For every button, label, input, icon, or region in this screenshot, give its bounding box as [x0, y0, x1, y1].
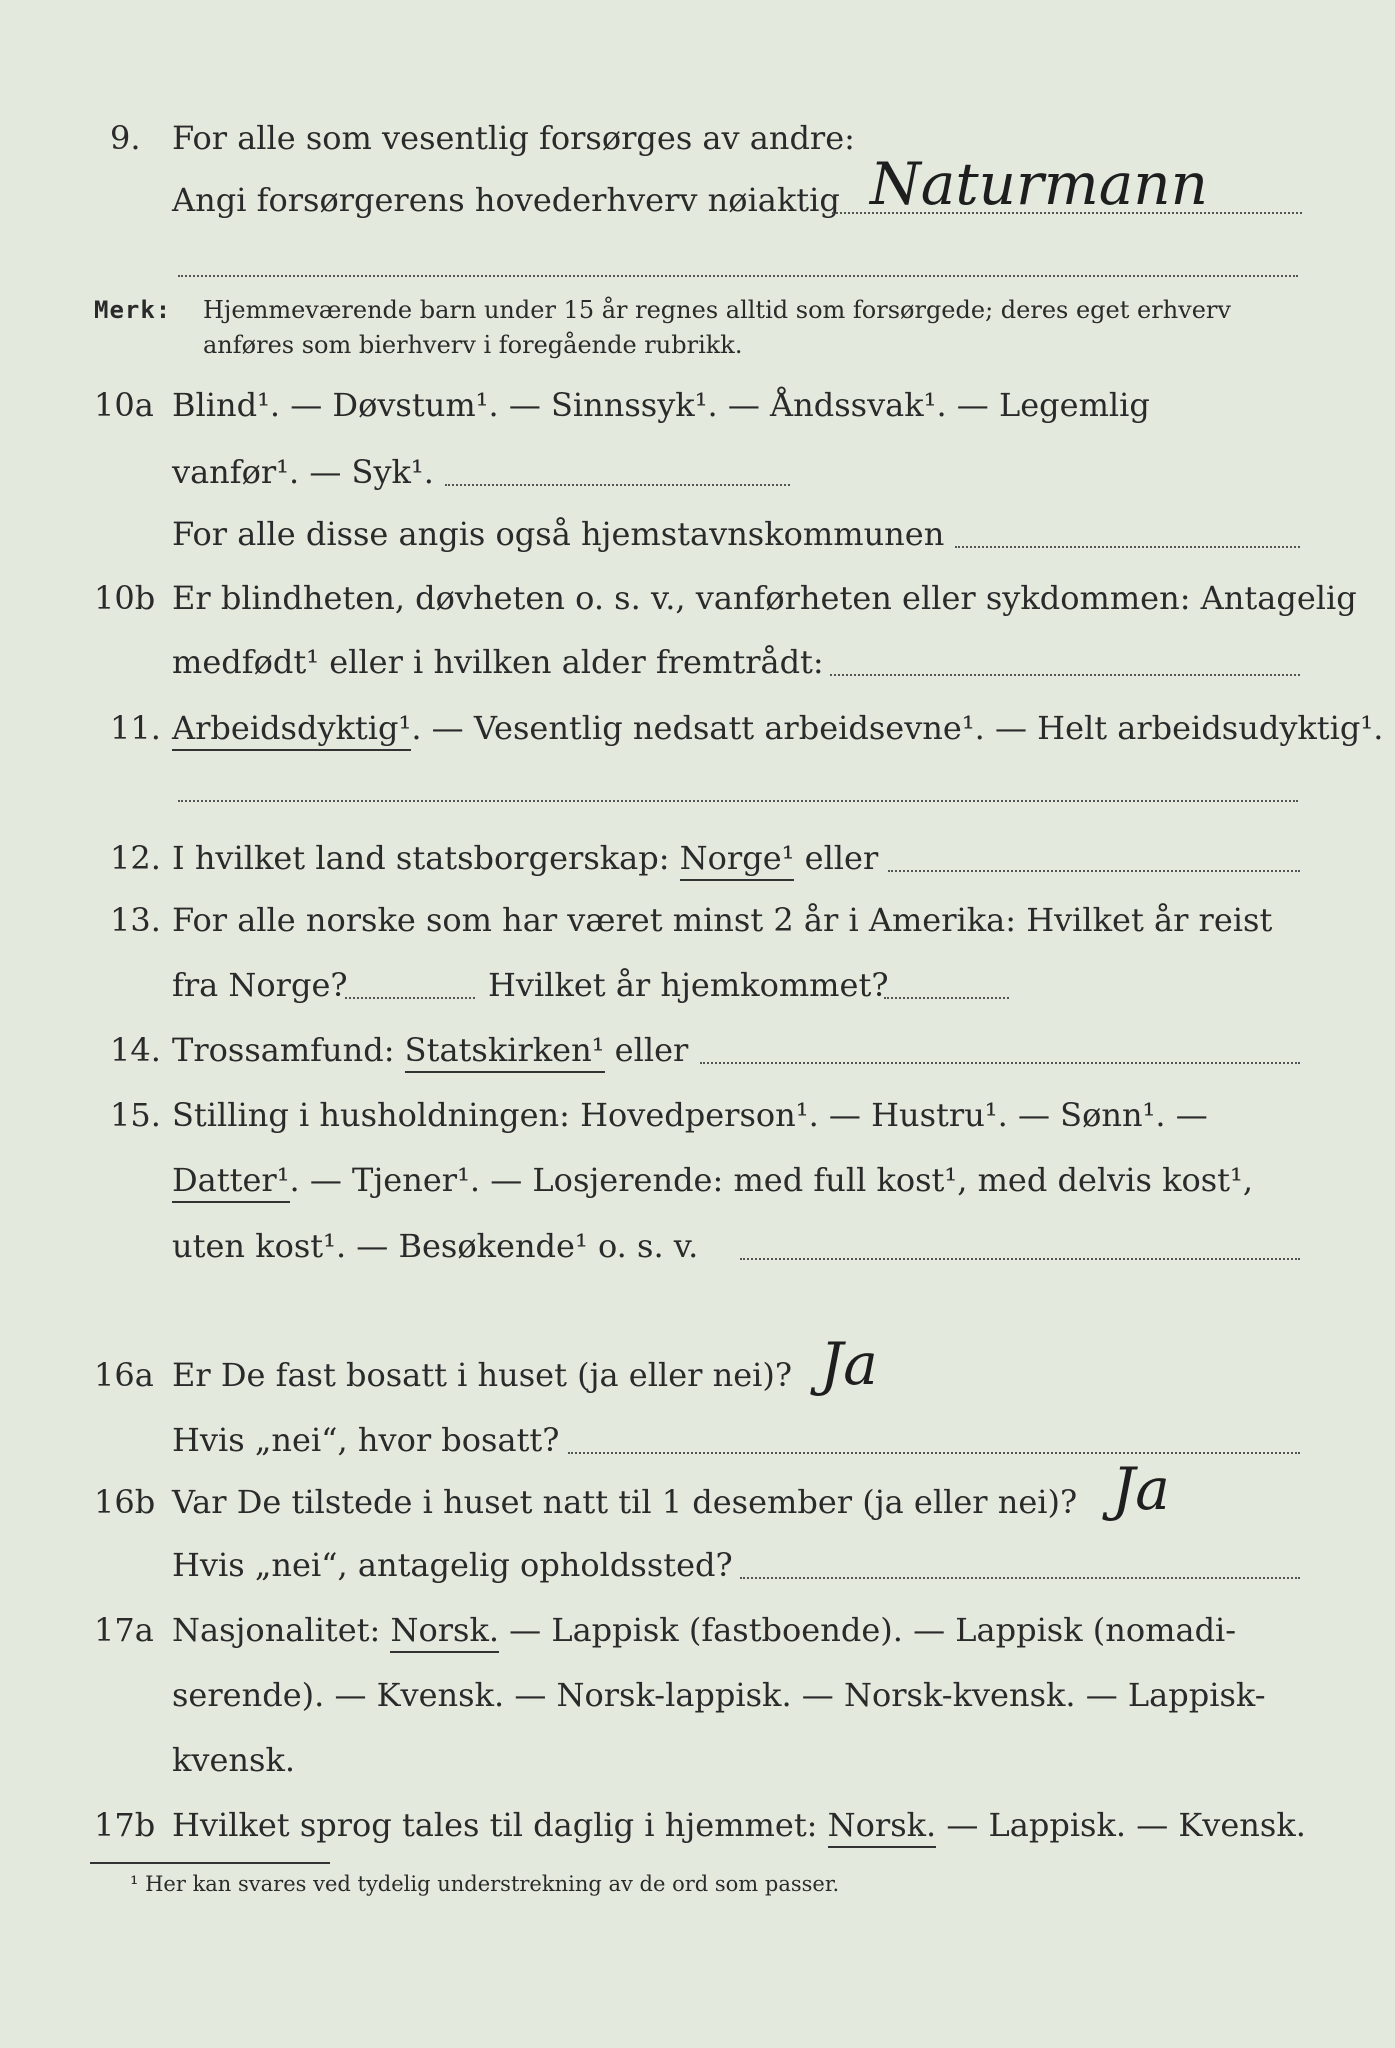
q15-answer-line — [740, 1258, 1300, 1260]
footnote-text: Her kan svares ved tydelig understrekning av de ord som passer. — [145, 1872, 840, 1896]
q15-question-2 — [172, 1160, 1253, 1200]
q12-post: eller — [804, 839, 879, 877]
q10a-number: 10a — [94, 386, 154, 424]
q15-underlined-answer: Datter¹ — [172, 1161, 290, 1203]
q16a-answer-line — [568, 1452, 1300, 1454]
q15-number: 15. — [110, 1096, 161, 1134]
q16b-question-2: Hvis „nei“, antagelig opholdssted? — [172, 1546, 733, 1584]
q14-post: eller — [614, 1031, 689, 1069]
q14-underlined-answer: Statskirken¹ — [405, 1031, 605, 1073]
q14-question — [172, 1030, 688, 1070]
q10b-answer-line — [830, 674, 1300, 676]
q13-question-2a: fra Norge? — [172, 966, 348, 1004]
q17b-question — [172, 1805, 1306, 1845]
q11-rest: . — Vesentlig nedsatt arbeidsevne¹. — Helt arbeidsudyktig¹. — [411, 709, 1384, 747]
q10b-question-2: medfødt¹ eller i hvilken alder fremtrådt: — [172, 643, 824, 681]
q12-pre: I hvilket land statsborgerskap: — [172, 839, 670, 877]
q17a-question — [172, 1610, 1236, 1650]
q15-question-3: uten kost¹. — Besøkende¹ o. s. v. — [172, 1227, 699, 1265]
q16b-question: Var De tilstede i huset natt til 1 desember (ja eller nei)? — [172, 1483, 1078, 1521]
q17b-number: 17b — [94, 1806, 156, 1844]
q16b-answer-line — [740, 1577, 1300, 1579]
q16a-question: Er De fast bosatt i huset (ja eller nei)? — [172, 1356, 793, 1394]
merk-label: Merk: — [94, 296, 172, 324]
q14-answer-line — [700, 1062, 1300, 1064]
q9-extra-line — [178, 275, 1298, 277]
q16b-handwritten-answer: Ja — [1112, 1455, 1170, 1523]
q17a-rest: — Lappisk (fastboende). — Lappisk (nomadi- — [509, 1611, 1237, 1649]
q17a-pre: Nasjonalitet: — [172, 1611, 381, 1649]
q11-question — [172, 708, 1383, 748]
q11-number: 11. — [110, 709, 161, 747]
q17b-pre: Hvilket sprog tales til daglig i hjemmet: — [172, 1806, 818, 1844]
q10a-question: Blind¹. — Døvstum¹. — Sinnssyk¹. — Åndssvak¹. — Legemlig — [172, 386, 1150, 424]
q17a-question-2: serende). — Kvensk. — Norsk-lappisk. — Norsk-kvensk. — Lappisk- — [172, 1676, 1266, 1714]
footnote — [130, 1872, 839, 1896]
q16a-question-2: Hvis „nei“, hvor bosatt? — [172, 1421, 560, 1459]
q17b-underlined-answer: Norsk. — [828, 1806, 937, 1848]
footnote-mark: ¹ — [130, 1872, 139, 1896]
q9-question: For alle som vesentlig forsørges av andre: — [172, 119, 855, 157]
q15-rest: . — Tjener¹. — Losjerende: med full kost¹, med delvis kost¹, — [289, 1161, 1254, 1199]
q13-question-2b: Hvilket år hjemkommet? — [488, 966, 889, 1004]
q16b-number: 16b — [94, 1483, 156, 1521]
q10a-kommune-line — [955, 546, 1300, 548]
q11-underlined-answer: Arbeidsdyktig¹ — [172, 709, 411, 751]
q10a-syk-line — [445, 484, 790, 486]
q14-number: 14. — [110, 1031, 161, 1069]
q11-extra-line — [178, 800, 1298, 802]
q10a-question-3: For alle disse angis også hjemstavnskommunen — [172, 515, 945, 553]
q17a-number: 17a — [94, 1611, 154, 1649]
q16a-number: 16a — [94, 1356, 154, 1394]
q17a-underlined-answer: Norsk. — [390, 1611, 499, 1653]
merk-text-1: Hjemmeværende barn under 15 år regnes alltid som forsørgede; deres eget erhverv — [203, 296, 1231, 324]
q16a-handwritten-answer: Ja — [820, 1330, 878, 1398]
merk-text-2: anføres som bierhverv i foregående rubrikk. — [203, 331, 743, 359]
q12-question — [172, 838, 878, 878]
q17a-question-3: kvensk. — [172, 1741, 295, 1779]
q9-handwritten-answer: Naturmann — [870, 150, 1209, 218]
q9-question-2: Angi forsørgerens hovederhverv nøiaktig — [172, 181, 840, 219]
q15-question: Stilling i husholdningen: Hovedperson¹. — Hustru¹. — Sønn¹. — — [172, 1096, 1208, 1134]
q13-question: For alle norske som har været minst 2 år i Amerika: Hvilket år reist — [172, 901, 1273, 939]
q12-answer-line — [888, 870, 1300, 872]
q17b-post: — Lappisk. — Kvensk. — [946, 1806, 1306, 1844]
q13-number: 13. — [110, 901, 161, 939]
q12-underlined-answer: Norge¹ — [680, 839, 795, 881]
q9-number: 9. — [110, 119, 141, 157]
q10b-question: Er blindheten, døvheten o. s. v., vanførheten eller sykdommen: Antagelig — [172, 579, 1357, 617]
q10a-question-2: vanfør¹. — Syk¹. — [172, 453, 434, 491]
q10b-number: 10b — [94, 579, 156, 617]
q12-number: 12. — [110, 839, 161, 877]
q13-reist-line — [345, 997, 475, 999]
q13-hjem-line — [884, 997, 1009, 999]
q14-pre: Trossamfund: — [172, 1031, 395, 1069]
footnote-divider — [90, 1862, 330, 1864]
